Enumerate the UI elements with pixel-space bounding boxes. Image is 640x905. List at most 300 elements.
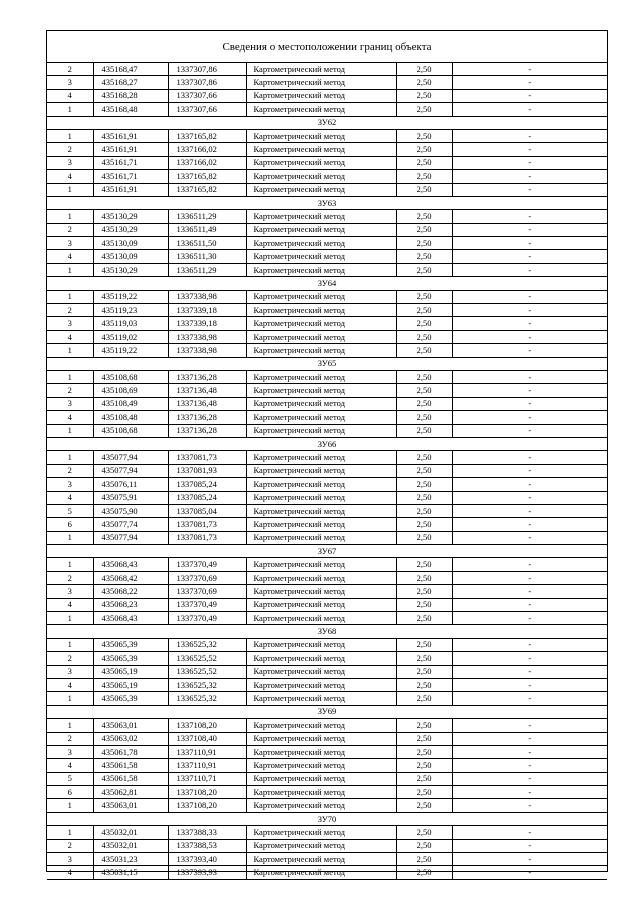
y-coordinate-cell: 1337388,53 bbox=[168, 839, 246, 852]
group-header-row bbox=[47, 277, 607, 290]
x-coordinate-cell: 435168,28 bbox=[93, 89, 168, 102]
point-number-cell: 4 bbox=[47, 866, 93, 879]
table-row bbox=[47, 464, 607, 477]
description-cell: - bbox=[452, 866, 607, 879]
method-cell: Картометрический метод bbox=[246, 518, 396, 531]
y-coordinate-cell: 1337081,73 bbox=[168, 531, 246, 544]
table-row bbox=[47, 652, 607, 665]
x-coordinate-cell: 435077,94 bbox=[93, 531, 168, 544]
y-coordinate-cell: 1337136,48 bbox=[168, 384, 246, 397]
description-cell: - bbox=[452, 504, 607, 517]
group-header-row bbox=[47, 812, 607, 825]
point-number-cell: 6 bbox=[47, 786, 93, 799]
description-cell: - bbox=[452, 652, 607, 665]
description-cell: - bbox=[452, 478, 607, 491]
method-cell: Картометрический метод bbox=[246, 478, 396, 491]
table-row bbox=[47, 678, 607, 691]
table-row bbox=[47, 170, 607, 183]
x-coordinate-cell: 435119,22 bbox=[93, 290, 168, 303]
accuracy-cell: 2,50 bbox=[396, 504, 452, 517]
x-coordinate-cell: 435031,23 bbox=[93, 853, 168, 866]
table-row bbox=[47, 558, 607, 571]
page-title: Сведения о местоположении границ объекта bbox=[47, 31, 607, 63]
method-cell: Картометрический метод bbox=[246, 156, 396, 169]
method-cell: Картометрический метод bbox=[246, 183, 396, 196]
description-cell: - bbox=[452, 156, 607, 169]
y-coordinate-cell: 1337165,82 bbox=[168, 129, 246, 142]
description-cell: - bbox=[452, 411, 607, 424]
x-coordinate-cell: 435068,42 bbox=[93, 571, 168, 584]
x-coordinate-cell: 435168,27 bbox=[93, 76, 168, 89]
method-cell: Картометрический метод bbox=[246, 143, 396, 156]
point-number-cell: 4 bbox=[47, 598, 93, 611]
document-sheet bbox=[46, 30, 608, 878]
table-row bbox=[47, 598, 607, 611]
description-cell: - bbox=[452, 451, 607, 464]
accuracy-cell: 2,50 bbox=[396, 451, 452, 464]
accuracy-cell: 2,50 bbox=[396, 692, 452, 705]
x-coordinate-cell: 435108,68 bbox=[93, 370, 168, 383]
description-cell: - bbox=[452, 170, 607, 183]
method-cell: Картометрический метод bbox=[246, 330, 396, 343]
table-row bbox=[47, 210, 607, 223]
table-row bbox=[47, 76, 607, 89]
description-cell: - bbox=[452, 89, 607, 102]
x-coordinate-cell: 435077,94 bbox=[93, 451, 168, 464]
point-number-cell: 4 bbox=[47, 89, 93, 102]
method-cell: Картометрический метод bbox=[246, 745, 396, 758]
method-cell: Картометрический метод bbox=[246, 290, 396, 303]
y-coordinate-cell: 1336511,29 bbox=[168, 263, 246, 276]
description-cell: - bbox=[452, 585, 607, 598]
table-row bbox=[47, 330, 607, 343]
x-coordinate-cell: 435065,39 bbox=[93, 652, 168, 665]
method-cell: Картометрический метод bbox=[246, 129, 396, 142]
description-cell: - bbox=[452, 76, 607, 89]
accuracy-cell: 2,50 bbox=[396, 826, 452, 839]
table-body bbox=[47, 63, 607, 879]
accuracy-cell: 2,50 bbox=[396, 183, 452, 196]
x-coordinate-cell: 435161,91 bbox=[93, 129, 168, 142]
accuracy-cell: 2,50 bbox=[396, 129, 452, 142]
method-cell: Картометрический метод bbox=[246, 411, 396, 424]
method-cell: Картометрический метод bbox=[246, 839, 396, 852]
table-row bbox=[47, 263, 607, 276]
point-number-cell: 3 bbox=[47, 76, 93, 89]
method-cell: Картометрический метод bbox=[246, 103, 396, 116]
description-cell: - bbox=[452, 210, 607, 223]
x-coordinate-cell: 435076,11 bbox=[93, 478, 168, 491]
description-cell: - bbox=[452, 129, 607, 142]
table-row bbox=[47, 531, 607, 544]
accuracy-cell: 2,50 bbox=[396, 732, 452, 745]
group-label: ЗУ65 bbox=[47, 357, 607, 370]
method-cell: Картометрический метод bbox=[246, 263, 396, 276]
method-cell: Картометрический метод bbox=[246, 170, 396, 183]
description-cell: - bbox=[452, 290, 607, 303]
table-row bbox=[47, 397, 607, 410]
x-coordinate-cell: 435065,39 bbox=[93, 692, 168, 705]
group-label: ЗУ64 bbox=[47, 277, 607, 290]
method-cell: Картометрический метод bbox=[246, 344, 396, 357]
x-coordinate-cell: 435031,15 bbox=[93, 866, 168, 879]
y-coordinate-cell: 1337081,93 bbox=[168, 464, 246, 477]
method-cell: Картометрический метод bbox=[246, 826, 396, 839]
x-coordinate-cell: 435119,23 bbox=[93, 304, 168, 317]
table-row bbox=[47, 103, 607, 116]
point-number-cell: 1 bbox=[47, 558, 93, 571]
group-header-row bbox=[47, 437, 607, 450]
method-cell: Картометрический метод bbox=[246, 491, 396, 504]
point-number-cell: 1 bbox=[47, 103, 93, 116]
description-cell: - bbox=[452, 826, 607, 839]
accuracy-cell: 2,50 bbox=[396, 772, 452, 785]
table-row bbox=[47, 518, 607, 531]
group-header-row bbox=[47, 357, 607, 370]
method-cell: Картометрический метод bbox=[246, 719, 396, 732]
point-number-cell: 4 bbox=[47, 330, 93, 343]
description-cell: - bbox=[452, 531, 607, 544]
x-coordinate-cell: 435068,23 bbox=[93, 598, 168, 611]
accuracy-cell: 2,50 bbox=[396, 156, 452, 169]
table-row bbox=[47, 129, 607, 142]
description-cell: - bbox=[452, 143, 607, 156]
method-cell: Картометрический метод bbox=[246, 63, 396, 76]
description-cell: - bbox=[452, 424, 607, 437]
point-number-cell: 1 bbox=[47, 344, 93, 357]
method-cell: Картометрический метод bbox=[246, 799, 396, 812]
y-coordinate-cell: 1337307,66 bbox=[168, 89, 246, 102]
y-coordinate-cell: 1337370,49 bbox=[168, 558, 246, 571]
description-cell: - bbox=[452, 558, 607, 571]
method-cell: Картометрический метод bbox=[246, 384, 396, 397]
table-row bbox=[47, 317, 607, 330]
accuracy-cell: 2,50 bbox=[396, 237, 452, 250]
point-number-cell: 5 bbox=[47, 772, 93, 785]
description-cell: - bbox=[452, 786, 607, 799]
y-coordinate-cell: 1337110,71 bbox=[168, 772, 246, 785]
table-row bbox=[47, 156, 607, 169]
table-row bbox=[47, 63, 607, 76]
method-cell: Картометрический метод bbox=[246, 89, 396, 102]
x-coordinate-cell: 435032,01 bbox=[93, 826, 168, 839]
x-coordinate-cell: 435063,01 bbox=[93, 799, 168, 812]
table-row bbox=[47, 638, 607, 651]
point-number-cell: 1 bbox=[47, 719, 93, 732]
y-coordinate-cell: 1337166,02 bbox=[168, 156, 246, 169]
y-coordinate-cell: 1337339,18 bbox=[168, 317, 246, 330]
y-coordinate-cell: 1337393,93 bbox=[168, 866, 246, 879]
table-row bbox=[47, 719, 607, 732]
accuracy-cell: 2,50 bbox=[396, 384, 452, 397]
accuracy-cell: 2,50 bbox=[396, 719, 452, 732]
x-coordinate-cell: 435063,02 bbox=[93, 732, 168, 745]
table-row bbox=[47, 451, 607, 464]
x-coordinate-cell: 435168,48 bbox=[93, 103, 168, 116]
y-coordinate-cell: 1337388,33 bbox=[168, 826, 246, 839]
method-cell: Картометрический метод bbox=[246, 772, 396, 785]
table-row bbox=[47, 290, 607, 303]
accuracy-cell: 2,50 bbox=[396, 317, 452, 330]
point-number-cell: 1 bbox=[47, 692, 93, 705]
y-coordinate-cell: 1336525,32 bbox=[168, 692, 246, 705]
point-number-cell: 1 bbox=[47, 424, 93, 437]
accuracy-cell: 2,50 bbox=[396, 89, 452, 102]
description-cell: - bbox=[452, 598, 607, 611]
accuracy-cell: 2,50 bbox=[396, 612, 452, 625]
method-cell: Картометрический метод bbox=[246, 250, 396, 263]
x-coordinate-cell: 435077,94 bbox=[93, 464, 168, 477]
x-coordinate-cell: 435119,22 bbox=[93, 344, 168, 357]
x-coordinate-cell: 435119,03 bbox=[93, 317, 168, 330]
method-cell: Картометрический метод bbox=[246, 652, 396, 665]
description-cell: - bbox=[452, 571, 607, 584]
method-cell: Картометрический метод bbox=[246, 424, 396, 437]
y-coordinate-cell: 1337338,98 bbox=[168, 290, 246, 303]
method-cell: Картометрический метод bbox=[246, 665, 396, 678]
x-coordinate-cell: 435061,58 bbox=[93, 772, 168, 785]
point-number-cell: 2 bbox=[47, 652, 93, 665]
accuracy-cell: 2,50 bbox=[396, 411, 452, 424]
point-number-cell: 1 bbox=[47, 370, 93, 383]
point-number-cell: 3 bbox=[47, 478, 93, 491]
point-number-cell: 1 bbox=[47, 290, 93, 303]
method-cell: Картометрический метод bbox=[246, 692, 396, 705]
x-coordinate-cell: 435068,43 bbox=[93, 558, 168, 571]
method-cell: Картометрический метод bbox=[246, 451, 396, 464]
x-coordinate-cell: 435065,39 bbox=[93, 638, 168, 651]
x-coordinate-cell: 435161,91 bbox=[93, 143, 168, 156]
table-row bbox=[47, 772, 607, 785]
accuracy-cell: 2,50 bbox=[396, 304, 452, 317]
table-row bbox=[47, 571, 607, 584]
accuracy-cell: 2,50 bbox=[396, 853, 452, 866]
boundary-coordinates-table bbox=[47, 63, 607, 880]
accuracy-cell: 2,50 bbox=[396, 464, 452, 477]
accuracy-cell: 2,50 bbox=[396, 370, 452, 383]
point-number-cell: 3 bbox=[47, 745, 93, 758]
group-header-row bbox=[47, 625, 607, 638]
y-coordinate-cell: 1337110,91 bbox=[168, 759, 246, 772]
accuracy-cell: 2,50 bbox=[396, 786, 452, 799]
point-number-cell: 3 bbox=[47, 585, 93, 598]
point-number-cell: 2 bbox=[47, 732, 93, 745]
x-coordinate-cell: 435161,71 bbox=[93, 156, 168, 169]
description-cell: - bbox=[452, 370, 607, 383]
y-coordinate-cell: 1337338,98 bbox=[168, 344, 246, 357]
y-coordinate-cell: 1336525,52 bbox=[168, 652, 246, 665]
accuracy-cell: 2,50 bbox=[396, 491, 452, 504]
point-number-cell: 3 bbox=[47, 156, 93, 169]
point-number-cell: 1 bbox=[47, 799, 93, 812]
group-header-row bbox=[47, 545, 607, 558]
point-number-cell: 1 bbox=[47, 210, 93, 223]
accuracy-cell: 2,50 bbox=[396, 63, 452, 76]
x-coordinate-cell: 435061,58 bbox=[93, 759, 168, 772]
description-cell: - bbox=[452, 839, 607, 852]
accuracy-cell: 2,50 bbox=[396, 397, 452, 410]
x-coordinate-cell: 435068,43 bbox=[93, 612, 168, 625]
accuracy-cell: 2,50 bbox=[396, 424, 452, 437]
y-coordinate-cell: 1337165,82 bbox=[168, 170, 246, 183]
y-coordinate-cell: 1337136,28 bbox=[168, 370, 246, 383]
table-row bbox=[47, 183, 607, 196]
group-label: ЗУ62 bbox=[47, 116, 607, 129]
y-coordinate-cell: 1337370,49 bbox=[168, 598, 246, 611]
y-coordinate-cell: 1337307,86 bbox=[168, 76, 246, 89]
table-row bbox=[47, 759, 607, 772]
description-cell: - bbox=[452, 263, 607, 276]
table-row bbox=[47, 585, 607, 598]
method-cell: Картометрический метод bbox=[246, 638, 396, 651]
group-header-row bbox=[47, 196, 607, 209]
table-row bbox=[47, 504, 607, 517]
method-cell: Картометрический метод bbox=[246, 558, 396, 571]
method-cell: Картометрический метод bbox=[246, 210, 396, 223]
description-cell: - bbox=[452, 237, 607, 250]
description-cell: - bbox=[452, 732, 607, 745]
point-number-cell: 1 bbox=[47, 531, 93, 544]
point-number-cell: 4 bbox=[47, 759, 93, 772]
point-number-cell: 1 bbox=[47, 451, 93, 464]
method-cell: Картометрический метод bbox=[246, 598, 396, 611]
group-header-row bbox=[47, 116, 607, 129]
table-row bbox=[47, 665, 607, 678]
x-coordinate-cell: 435130,29 bbox=[93, 263, 168, 276]
accuracy-cell: 2,50 bbox=[396, 76, 452, 89]
point-number-cell: 4 bbox=[47, 411, 93, 424]
x-coordinate-cell: 435063,01 bbox=[93, 719, 168, 732]
y-coordinate-cell: 1337339,18 bbox=[168, 304, 246, 317]
group-label: ЗУ69 bbox=[47, 705, 607, 718]
point-number-cell: 3 bbox=[47, 237, 93, 250]
table-row bbox=[47, 839, 607, 852]
x-coordinate-cell: 435161,71 bbox=[93, 170, 168, 183]
accuracy-cell: 2,50 bbox=[396, 759, 452, 772]
y-coordinate-cell: 1337108,20 bbox=[168, 786, 246, 799]
description-cell: - bbox=[452, 397, 607, 410]
table-row bbox=[47, 223, 607, 236]
method-cell: Картометрический метод bbox=[246, 370, 396, 383]
point-number-cell: 2 bbox=[47, 304, 93, 317]
point-number-cell: 1 bbox=[47, 183, 93, 196]
table-row bbox=[47, 866, 607, 879]
accuracy-cell: 2,50 bbox=[396, 478, 452, 491]
method-cell: Картометрический метод bbox=[246, 504, 396, 517]
method-cell: Картометрический метод bbox=[246, 76, 396, 89]
description-cell: - bbox=[452, 799, 607, 812]
table-row bbox=[47, 411, 607, 424]
x-coordinate-cell: 435168,47 bbox=[93, 63, 168, 76]
description-cell: - bbox=[452, 612, 607, 625]
accuracy-cell: 2,50 bbox=[396, 598, 452, 611]
table-row bbox=[47, 304, 607, 317]
table-row bbox=[47, 370, 607, 383]
x-coordinate-cell: 435062,81 bbox=[93, 786, 168, 799]
description-cell: - bbox=[452, 853, 607, 866]
accuracy-cell: 2,50 bbox=[396, 223, 452, 236]
table-row bbox=[47, 612, 607, 625]
table-row bbox=[47, 826, 607, 839]
description-cell: - bbox=[452, 464, 607, 477]
y-coordinate-cell: 1337110,91 bbox=[168, 745, 246, 758]
accuracy-cell: 2,50 bbox=[396, 170, 452, 183]
group-label: ЗУ68 bbox=[47, 625, 607, 638]
accuracy-cell: 2,50 bbox=[396, 678, 452, 691]
x-coordinate-cell: 435075,90 bbox=[93, 504, 168, 517]
description-cell: - bbox=[452, 678, 607, 691]
accuracy-cell: 2,50 bbox=[396, 210, 452, 223]
method-cell: Картометрический метод bbox=[246, 786, 396, 799]
table-row bbox=[47, 786, 607, 799]
method-cell: Картометрический метод bbox=[246, 759, 396, 772]
method-cell: Картометрический метод bbox=[246, 678, 396, 691]
y-coordinate-cell: 1337108,20 bbox=[168, 799, 246, 812]
group-label: ЗУ70 bbox=[47, 812, 607, 825]
accuracy-cell: 2,50 bbox=[396, 839, 452, 852]
y-coordinate-cell: 1337370,69 bbox=[168, 585, 246, 598]
x-coordinate-cell: 435130,09 bbox=[93, 237, 168, 250]
table-row bbox=[47, 853, 607, 866]
description-cell: - bbox=[452, 745, 607, 758]
method-cell: Картометрический метод bbox=[246, 317, 396, 330]
description-cell: - bbox=[452, 317, 607, 330]
method-cell: Картометрический метод bbox=[246, 237, 396, 250]
point-number-cell: 2 bbox=[47, 63, 93, 76]
description-cell: - bbox=[452, 223, 607, 236]
y-coordinate-cell: 1337085,24 bbox=[168, 491, 246, 504]
point-number-cell: 3 bbox=[47, 853, 93, 866]
point-number-cell: 3 bbox=[47, 665, 93, 678]
description-cell: - bbox=[452, 491, 607, 504]
accuracy-cell: 2,50 bbox=[396, 330, 452, 343]
y-coordinate-cell: 1337108,40 bbox=[168, 732, 246, 745]
table-row bbox=[47, 237, 607, 250]
description-cell: - bbox=[452, 344, 607, 357]
y-coordinate-cell: 1337338,98 bbox=[168, 330, 246, 343]
x-coordinate-cell: 435077,74 bbox=[93, 518, 168, 531]
accuracy-cell: 2,50 bbox=[396, 652, 452, 665]
point-number-cell: 4 bbox=[47, 491, 93, 504]
accuracy-cell: 2,50 bbox=[396, 571, 452, 584]
method-cell: Картометрический метод bbox=[246, 571, 396, 584]
description-cell: - bbox=[452, 250, 607, 263]
y-coordinate-cell: 1337108,20 bbox=[168, 719, 246, 732]
description-cell: - bbox=[452, 518, 607, 531]
accuracy-cell: 2,50 bbox=[396, 745, 452, 758]
y-coordinate-cell: 1337393,40 bbox=[168, 853, 246, 866]
y-coordinate-cell: 1337307,66 bbox=[168, 103, 246, 116]
description-cell: - bbox=[452, 183, 607, 196]
x-coordinate-cell: 435130,29 bbox=[93, 210, 168, 223]
y-coordinate-cell: 1337085,04 bbox=[168, 504, 246, 517]
point-number-cell: 2 bbox=[47, 143, 93, 156]
point-number-cell: 6 bbox=[47, 518, 93, 531]
description-cell: - bbox=[452, 103, 607, 116]
accuracy-cell: 2,50 bbox=[396, 531, 452, 544]
point-number-cell: 2 bbox=[47, 223, 93, 236]
table-row bbox=[47, 478, 607, 491]
point-number-cell: 3 bbox=[47, 397, 93, 410]
method-cell: Картометрический метод bbox=[246, 531, 396, 544]
y-coordinate-cell: 1336525,52 bbox=[168, 665, 246, 678]
method-cell: Картометрический метод bbox=[246, 223, 396, 236]
table-row bbox=[47, 384, 607, 397]
accuracy-cell: 2,50 bbox=[396, 665, 452, 678]
x-coordinate-cell: 435108,69 bbox=[93, 384, 168, 397]
y-coordinate-cell: 1337136,28 bbox=[168, 411, 246, 424]
y-coordinate-cell: 1337370,49 bbox=[168, 612, 246, 625]
